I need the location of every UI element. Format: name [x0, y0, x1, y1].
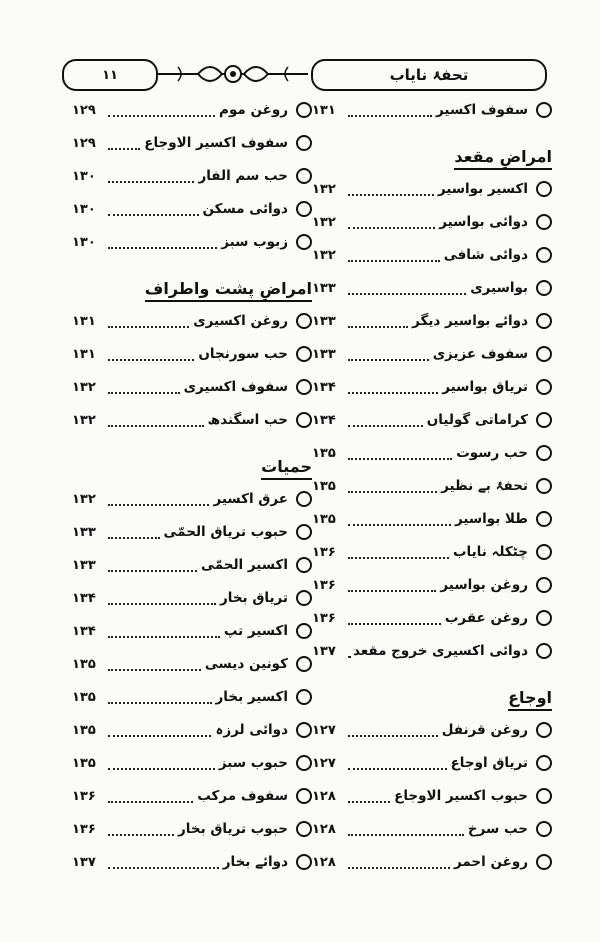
ornament-icon — [158, 57, 308, 91]
entry-page-number: ۱۳۲ — [72, 412, 96, 428]
bullet-circle-icon — [296, 788, 312, 804]
entry-page-number: ۱۳۱ — [72, 313, 96, 329]
bullet-circle-icon — [536, 788, 552, 804]
contents-entry — [72, 550, 312, 580]
entry-page-number: ۱۳۵ — [312, 478, 336, 494]
entry-name: چٹکلہ نایاب — [452, 544, 528, 560]
entry-page-number: ۱۳۶ — [72, 788, 96, 804]
dot-leader — [108, 392, 180, 394]
dot-leader — [108, 867, 219, 869]
entry-name: طلا بواسیر — [454, 511, 528, 527]
entry-name: دوائی مسکن — [202, 201, 288, 217]
dot-leader — [348, 359, 429, 361]
bullet-circle-icon — [536, 247, 552, 263]
dot-leader — [108, 768, 215, 770]
bullet-circle-icon — [536, 313, 552, 329]
entry-page-number: ۱۳۶ — [312, 544, 336, 560]
contents-entry — [72, 715, 312, 745]
dot-leader — [108, 214, 199, 216]
bullet-circle-icon — [296, 722, 312, 738]
dot-leader — [108, 801, 193, 803]
contents-entry — [72, 95, 312, 125]
bullet-circle-icon — [296, 821, 312, 837]
entry-name: تریاق بواسیر — [442, 379, 528, 395]
dot-leader — [108, 115, 215, 117]
dot-leader — [108, 537, 160, 539]
contents-entry — [312, 339, 552, 369]
entry-name: سفوف مرکب — [197, 788, 288, 804]
entry-name: اکسیر بواسیر — [437, 181, 528, 197]
dot-leader — [108, 181, 194, 183]
entry-page-number: ۱۳۳ — [72, 557, 96, 573]
dot-leader — [348, 227, 435, 229]
entry-name: دوائے بخار — [222, 854, 288, 870]
bullet-circle-icon — [296, 201, 312, 217]
entry-page-number: ۱۳۳ — [312, 313, 336, 329]
dot-leader — [348, 194, 434, 196]
entry-name: حبوب اکسیر الاوجاع — [394, 788, 528, 804]
dot-leader — [108, 148, 140, 150]
bullet-circle-icon — [536, 412, 552, 428]
contents-entry — [72, 372, 312, 402]
bullet-circle-icon — [536, 445, 552, 461]
entry-name: تریاق اوجاع — [450, 755, 528, 771]
bullet-circle-icon — [296, 412, 312, 428]
entry-page-number: ۱۳۵ — [312, 511, 336, 527]
contents-entry — [312, 537, 552, 567]
entry-page-number: ۱۲۹ — [72, 135, 96, 151]
section-heading — [312, 136, 552, 170]
contents-entry — [312, 603, 552, 633]
dot-leader — [348, 326, 408, 328]
contents-entry — [72, 748, 312, 778]
section-heading — [312, 677, 552, 711]
dot-leader — [108, 636, 220, 638]
bullet-circle-icon — [536, 102, 552, 118]
entry-name: دوائی بواسیر — [439, 214, 528, 230]
bullet-circle-icon — [296, 491, 312, 507]
dot-leader — [108, 834, 174, 836]
entry-name: روغن قرنفل — [441, 722, 528, 738]
dot-leader — [348, 768, 447, 770]
entry-name: حبوب تریاق بخار — [178, 821, 288, 837]
entry-page-number: ۱۳۲ — [312, 247, 336, 263]
contents-entry — [72, 161, 312, 191]
entry-name: حب سم الفار — [198, 168, 288, 184]
entry-page-number: ۱۳۴ — [72, 623, 96, 639]
bullet-circle-icon — [536, 722, 552, 738]
entry-name: دوائے بواسیر دیگر — [412, 313, 528, 329]
dot-leader — [108, 702, 212, 704]
entry-name: تحفۂ بے نظیر — [441, 478, 528, 494]
entry-name: سفوف اکسیر — [436, 102, 528, 118]
entry-name: حبوب تریاق الحمّی — [163, 524, 288, 540]
bullet-circle-icon — [296, 313, 312, 329]
dot-leader — [108, 504, 209, 506]
entry-page-number: ۱۲۸ — [312, 821, 336, 837]
bullet-circle-icon — [536, 821, 552, 837]
entry-name: عرق اکسیر — [213, 491, 288, 507]
bullet-circle-icon — [536, 577, 552, 593]
entry-page-number: ۱۳۰ — [72, 234, 96, 250]
dot-leader — [348, 656, 349, 658]
dot-leader — [108, 669, 201, 671]
dot-leader — [348, 623, 441, 625]
contents-entry — [312, 814, 552, 844]
contents-entry — [312, 715, 552, 745]
dot-leader — [348, 115, 432, 117]
entry-page-number: ۱۳۶ — [312, 610, 336, 626]
contents-entry — [72, 405, 312, 435]
dot-leader — [108, 603, 216, 605]
section-title: امراضِ مقعد — [454, 147, 552, 170]
entry-page-number: ۱۳۴ — [312, 412, 336, 428]
entry-name: سفوف اکسیری — [183, 379, 288, 395]
contents-entry — [312, 372, 552, 402]
bullet-circle-icon — [296, 346, 312, 362]
dot-leader — [348, 590, 436, 592]
entry-name: حب اسگندھ — [207, 412, 288, 428]
dot-leader — [348, 834, 464, 836]
contents-entry — [72, 128, 312, 158]
entry-name: زبوب سبز — [221, 234, 288, 250]
contents-entry — [72, 583, 312, 613]
entry-page-number: ۱۳۴ — [312, 379, 336, 395]
entry-page-number: ۱۲۸ — [312, 854, 336, 870]
dot-leader — [348, 491, 437, 493]
bullet-circle-icon — [536, 280, 552, 296]
dot-leader — [348, 260, 440, 262]
bullet-circle-icon — [296, 234, 312, 250]
entry-page-number: ۱۳۰ — [72, 168, 96, 184]
entry-name: سفوف اکسیر الاوجاع — [144, 135, 288, 151]
contents-entry — [312, 240, 552, 270]
entry-name: اکسیر تپ — [223, 623, 288, 639]
dot-leader — [348, 557, 449, 559]
contents-entry — [312, 174, 552, 204]
dot-leader — [348, 392, 438, 394]
entry-page-number: ۱۳۳ — [72, 524, 96, 540]
dot-leader — [108, 735, 211, 737]
entry-page-number: ۱۳۷ — [72, 854, 96, 870]
dot-leader — [108, 359, 194, 361]
page-number: ۱۱ — [102, 67, 118, 83]
contents-entry — [72, 649, 312, 679]
bullet-circle-icon — [296, 102, 312, 118]
entry-name: روغن اکسیری — [193, 313, 288, 329]
dot-leader — [108, 326, 189, 328]
bullet-circle-icon — [536, 346, 552, 362]
contents-entry — [312, 306, 552, 336]
contents-entry — [312, 405, 552, 435]
contents-entry — [72, 814, 312, 844]
bullet-circle-icon — [296, 135, 312, 151]
entry-page-number: ۱۲۷ — [312, 755, 336, 771]
contents-entry — [312, 748, 552, 778]
entry-name: روغن بواسیر — [440, 577, 528, 593]
contents-entry — [312, 570, 552, 600]
entry-name: دوائی شافی — [443, 247, 528, 263]
bullet-circle-icon — [296, 379, 312, 395]
entry-name: حب رسوت — [456, 445, 528, 461]
contents-entry — [72, 484, 312, 514]
bullet-circle-icon — [296, 689, 312, 705]
bullet-circle-icon — [296, 656, 312, 672]
contents-entry — [312, 95, 552, 125]
section-title: حمیات — [261, 457, 312, 480]
contents-entry — [312, 781, 552, 811]
dot-leader — [348, 801, 390, 803]
entry-name: روغن عقرب — [444, 610, 528, 626]
bullet-circle-icon — [536, 854, 552, 870]
bullet-circle-icon — [296, 755, 312, 771]
entry-page-number: ۱۳۲ — [72, 491, 96, 507]
bullet-circle-icon — [536, 181, 552, 197]
entry-page-number: ۱۳۰ — [72, 201, 96, 217]
entry-page-number: ۱۳۵ — [72, 656, 96, 672]
bullet-circle-icon — [296, 590, 312, 606]
contents-entry — [312, 438, 552, 468]
entry-page-number: ۱۳۳ — [312, 280, 336, 296]
entry-page-number: ۱۲۹ — [72, 102, 96, 118]
entry-page-number: ۱۳۱ — [72, 346, 96, 362]
entry-page-number: ۱۳۴ — [72, 590, 96, 606]
entry-name: روغن موم — [219, 102, 288, 118]
bullet-circle-icon — [296, 854, 312, 870]
entry-name: کراماتی گولیاں — [426, 412, 528, 428]
dot-leader — [348, 458, 452, 460]
entry-page-number: ۱۳۱ — [312, 102, 336, 118]
entry-name: کونین دیسی — [204, 656, 288, 672]
entry-page-number: ۱۲۷ — [312, 722, 336, 738]
entry-name: تریاق بخار — [219, 590, 288, 606]
section-heading — [72, 446, 312, 480]
contents-entry — [72, 847, 312, 877]
page-header — [62, 55, 547, 95]
contents-entry — [312, 636, 552, 666]
book-title-box — [311, 59, 547, 91]
page-number-box — [62, 59, 158, 91]
contents-entry — [72, 306, 312, 336]
dot-leader — [348, 735, 438, 737]
bullet-circle-icon — [536, 379, 552, 395]
bullet-circle-icon — [536, 755, 552, 771]
bullet-circle-icon — [296, 623, 312, 639]
bullet-circle-icon — [536, 214, 552, 230]
entry-page-number: ۱۳۵ — [72, 755, 96, 771]
bullet-circle-icon — [536, 610, 552, 626]
entry-page-number: ۱۳۵ — [72, 689, 96, 705]
entry-page-number: ۱۳۵ — [72, 722, 96, 738]
contents-entry — [312, 207, 552, 237]
entry-page-number: ۱۳۶ — [72, 821, 96, 837]
bullet-circle-icon — [296, 168, 312, 184]
entry-name: حب سرخ — [467, 821, 528, 837]
contents-entry — [312, 504, 552, 534]
contents-entry — [72, 616, 312, 646]
entry-page-number: ۱۳۷ — [312, 643, 336, 659]
contents-entry — [72, 517, 312, 547]
contents-entry — [72, 227, 312, 257]
contents-entry — [72, 194, 312, 224]
entry-page-number: ۱۳۲ — [312, 214, 336, 230]
book-title: تحفۂ نایاب — [389, 66, 469, 84]
contents-entry — [72, 682, 312, 712]
dot-leader — [348, 425, 423, 427]
entry-name: دوائی اکسیری خروج مقعد — [352, 643, 528, 659]
entry-name: حب سورنجاں — [198, 346, 288, 362]
bullet-circle-icon — [536, 643, 552, 659]
section-heading — [72, 268, 312, 302]
bullet-circle-icon — [536, 511, 552, 527]
dot-leader — [108, 570, 197, 572]
entry-name: دوائی لرزہ — [215, 722, 288, 738]
dot-leader — [348, 293, 466, 295]
entry-page-number: ۱۳۲ — [72, 379, 96, 395]
contents-entry — [72, 339, 312, 369]
dot-leader — [348, 524, 451, 526]
dot-leader — [348, 867, 450, 869]
contents-entry — [72, 781, 312, 811]
contents-entry — [312, 273, 552, 303]
dot-leader — [108, 247, 217, 249]
entry-page-number: ۱۳۵ — [312, 445, 336, 461]
section-title: اوجاع — [508, 688, 552, 711]
entry-name: حبوب سبز — [218, 755, 288, 771]
entry-name: اکسیر الحمّی — [201, 557, 288, 573]
contents-entry — [312, 847, 552, 877]
entry-name: سفوف عزیزی — [432, 346, 528, 362]
entry-page-number: ۱۳۶ — [312, 577, 336, 593]
entry-page-number: ۱۳۳ — [312, 346, 336, 362]
bullet-circle-icon — [536, 478, 552, 494]
bullet-circle-icon — [296, 524, 312, 540]
entry-name: روغن احمر — [453, 854, 528, 870]
bullet-circle-icon — [296, 557, 312, 573]
entry-page-number: ۱۳۲ — [312, 181, 336, 197]
contents-entry — [312, 471, 552, 501]
section-title: امراضِ پشت واطراف — [145, 279, 312, 302]
entry-page-number: ۱۲۸ — [312, 788, 336, 804]
bullet-circle-icon — [536, 544, 552, 560]
entry-name: بواسیری — [470, 280, 528, 296]
dot-leader — [108, 425, 204, 427]
entry-name: اکسیر بخار — [215, 689, 288, 705]
